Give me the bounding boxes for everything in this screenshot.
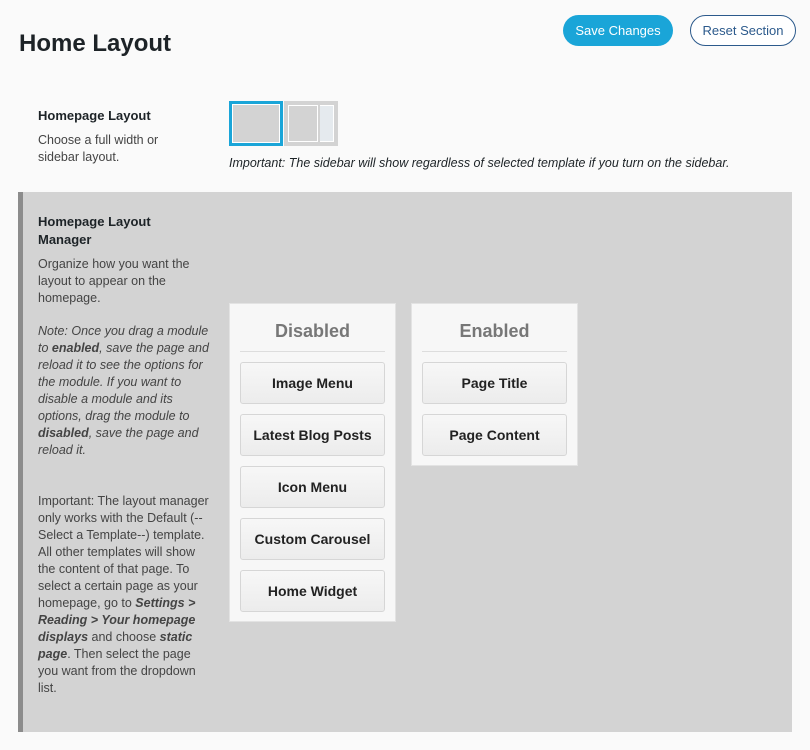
homepage-layout-heading: Homepage Layout bbox=[38, 108, 151, 123]
module-latest-blog-posts[interactable]: Latest Blog Posts bbox=[240, 414, 385, 456]
layout-manager-description: Organize how you want the layout to appear on the homepage. bbox=[38, 257, 190, 305]
page-title: Home Layout bbox=[19, 30, 172, 57]
sidebar-layout-icon bbox=[288, 105, 318, 142]
layout-manager-heading: Homepage Layout Manager bbox=[38, 214, 151, 247]
homepage-layout-description: Choose a full width or sidebar layout. bbox=[38, 133, 159, 164]
module-page-title[interactable]: Page Title bbox=[422, 362, 567, 404]
layout-manager-section bbox=[18, 192, 792, 732]
reset-section-button[interactable]: Reset Section bbox=[690, 15, 796, 46]
enabled-title: Enabled bbox=[422, 304, 567, 352]
module-page-content[interactable]: Page Content bbox=[422, 414, 567, 456]
layout-option-full-width[interactable] bbox=[229, 101, 283, 146]
layout-important-note: Important: The sidebar will show regardless of selected template if you turn on the sidebar. bbox=[229, 156, 730, 170]
layout-manager-important: Important: The layout manager only works with the Default (--Select a Template--) template. All other templates will show the content of that page. To select a certain page as your homepage, go to Settings > Reading > Your homepage displays and choose static page. Then select the page you want from the dropdown list. bbox=[38, 494, 209, 695]
disabled-title: Disabled bbox=[240, 304, 385, 352]
layout-manager-note: Note: Once you drag a module to enabled, save the page and reload it to see the options for the module. If you want to disable a module and its options, drag the module to disabled, save the page and reload it. bbox=[38, 324, 209, 457]
save-changes-button[interactable]: Save Changes bbox=[563, 15, 673, 46]
module-icon-menu[interactable]: Icon Menu bbox=[240, 466, 385, 508]
full-width-icon bbox=[232, 104, 280, 143]
module-custom-carousel[interactable]: Custom Carousel bbox=[240, 518, 385, 560]
module-home-widget[interactable]: Home Widget bbox=[240, 570, 385, 612]
disabled-column[interactable] bbox=[229, 303, 396, 622]
enabled-column[interactable] bbox=[411, 303, 578, 466]
module-image-menu[interactable]: Image Menu bbox=[240, 362, 385, 404]
layout-option-sidebar[interactable] bbox=[284, 101, 338, 146]
